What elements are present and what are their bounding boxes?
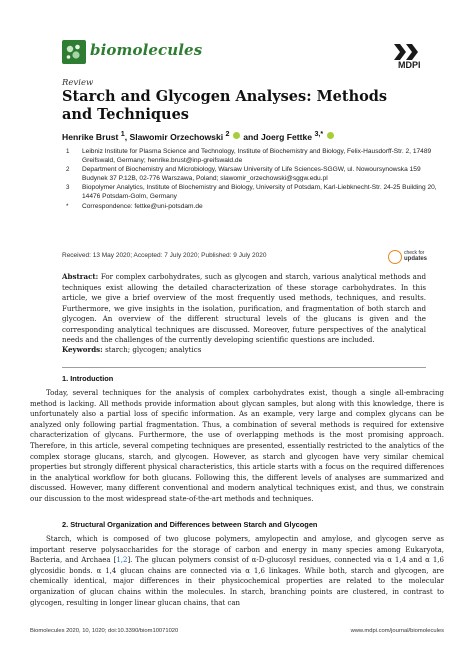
author-name[interactable]: Henrike Brust: [62, 131, 119, 142]
section-heading-structure: 2. Structural Organization and Differences between Starch and Glycogen: [62, 520, 318, 529]
affiliation-text: Biopolymer Analytics, Institute of Biochemistry and Biology, University of Potsdam, Karl-Liebknecht-Str. 24-25 Building 20, 14476 Potsdam-Golm, Germany: [82, 184, 437, 200]
affiliation-number: 1: [66, 148, 70, 155]
refresh-icon: [388, 250, 402, 264]
affiliation-ref: 1: [120, 130, 125, 138]
affiliation-number: 2: [66, 166, 70, 174]
affiliation-item: [62, 148, 442, 165]
abstract-text: For complex carbohydrates, such as glycogen and starch, various analytical methods and techniques exist allowing the detailed characterization of these storage carbohydrates. In this article, we give a brief overview of the most frequently used methods, techniques, and results. Furthermore, we give insights in the isolation, purification, and fragmentation of both starch and glycogen. An overview of the different structural levels of the glucans is given and the corresponding analytical techniques are discussed. Moreover, future perspectives of the analytical needs and the challenges of the currently developing scientific questions are included.: [62, 272, 426, 344]
author-name[interactable]: Slawomir Orzechowski: [129, 131, 224, 142]
abstract: [62, 272, 426, 346]
mdpi-logo-icon: [390, 42, 422, 62]
affiliation-number: *: [66, 202, 69, 210]
affiliation-item: [62, 203, 442, 212]
journal-name: biomolecules: [90, 41, 203, 59]
publication-dates: Received: 13 May 2020; Accepted: 7 July 2020; Published: 9 July 2020: [62, 252, 267, 259]
journal-header: [62, 40, 422, 68]
citation-link[interactable]: 1,2: [116, 556, 128, 565]
abstract-label: Abstract:: [62, 272, 99, 281]
keywords-text: starch; glycogen; analytics: [105, 345, 202, 354]
section-divider: [62, 367, 426, 368]
updates-line1: check for: [404, 250, 425, 256]
correspondence-text: Correspondence: fettke@uni-potsdam.de: [82, 202, 203, 210]
affiliation-item: [62, 166, 442, 183]
structure-text-part1: Starch, which is composed of two glucose polymers, amylopectin and amylose, and glycogen serve as important reserve polysaccharides for the storage of carbon and energy in many species among Eukaryota, Bacteria, and Archaea [: [30, 535, 444, 565]
article-type: Review: [62, 78, 94, 88]
orcid-icon[interactable]: [233, 132, 240, 139]
affiliation-text: Department of Biochemistry and Microbiology, Warsaw University of Life Sciences-SGGW, ul. Nowoursynowska 159 Budynek 37 P.12B, 02-776 Warszawa, Poland; slawomir_orzechowski@sggw.edu.pl: [82, 166, 421, 182]
affiliation-number: 3: [66, 184, 70, 192]
publisher-name: MDPI: [398, 60, 421, 70]
keywords-label: Keywords:: [62, 345, 103, 354]
citation-info: Biomolecules 2020, 10, 1020; doi:10.3390/biom10071020: [30, 628, 179, 634]
introduction-paragraph: Today, several techniques for the analysis of complex carbohydrates exist, though a single all-embracing method is lacking. All methods provide information about glycan samples, but along with this knowledge, there is unfortunately also a partial loss of specific information. As an example, very large and complex glycans can be analyzed only following partial fragmentation. Thus, a combination of several methods is required for extensive characterization of glycans. Furthermore, the use of overlapping methods is the most promising approach. Therefore, in this article, several competing techniques are presented, essentially restricted to the analytics of the complex storage glucans, starch, and glycogen. However, as starch and glycogen have very similar chemical properties but strongly different physical characteristics, this article starts with a focus on the required differences in the analytical workflow for both glucans. Following this, the different levels of analyses are summarized and discussed. However, many different conventional and modern analytical techniques exist, and thus, we constrain our discussion to the most widespread state-of-the-art methods and techniques.: [30, 389, 444, 503]
section-heading-introduction: 1. Introduction: [62, 374, 114, 383]
updates-label: [404, 250, 427, 262]
article-title: Starch and Glycogen Analyses: Methods and Techniques: [62, 88, 388, 123]
affiliation-ref: 3,*: [314, 130, 324, 138]
journal-url[interactable]: www.mdpi.com/journal/biomolecules: [350, 628, 444, 634]
affiliations: [62, 148, 442, 212]
author-name[interactable]: Joerg Fettke: [260, 131, 313, 142]
author-list: Henrike Brust $^1$, Slawomir Orzechowski $^2$ and Joerg Fettke $^{3,*}$: [62, 130, 422, 142]
affiliation-ref: 2: [225, 130, 230, 138]
keywords: [62, 345, 422, 354]
orcid-icon[interactable]: [327, 132, 334, 139]
author-conjunction: and: [243, 131, 259, 142]
affiliation-text: Leibniz Institute for Plasma Science and Technology, Institute of Biochemistry and Biology, Felix-Hausdorff-Str. 2, 17489 Greifswald, Germany; henrike.brust@inp-greifswald.de: [82, 148, 432, 164]
biomolecules-logo-icon: [62, 40, 86, 64]
structure-text-part2: ]. The glucan polymers consist of α-D-glucosyl residues, connected via α 1,4 and α 1,6 glycosidic bonds. α 1,4 glucan chains are connected via α 1,6 linkages. While both, starch and glycogen, are chemically identical, major differences in their physicochemical properties are related to the molecular organization of glucan chains within the molecules. In starch, branching points are clustered, in contrast to glycogen, resulting in longer linear glucan chains, that can: [30, 556, 444, 607]
check-for-updates-badge[interactable]: [388, 248, 432, 270]
updates-line2: updates: [404, 256, 428, 262]
structure-paragraph: [30, 534, 444, 608]
affiliation-item: [62, 184, 442, 201]
